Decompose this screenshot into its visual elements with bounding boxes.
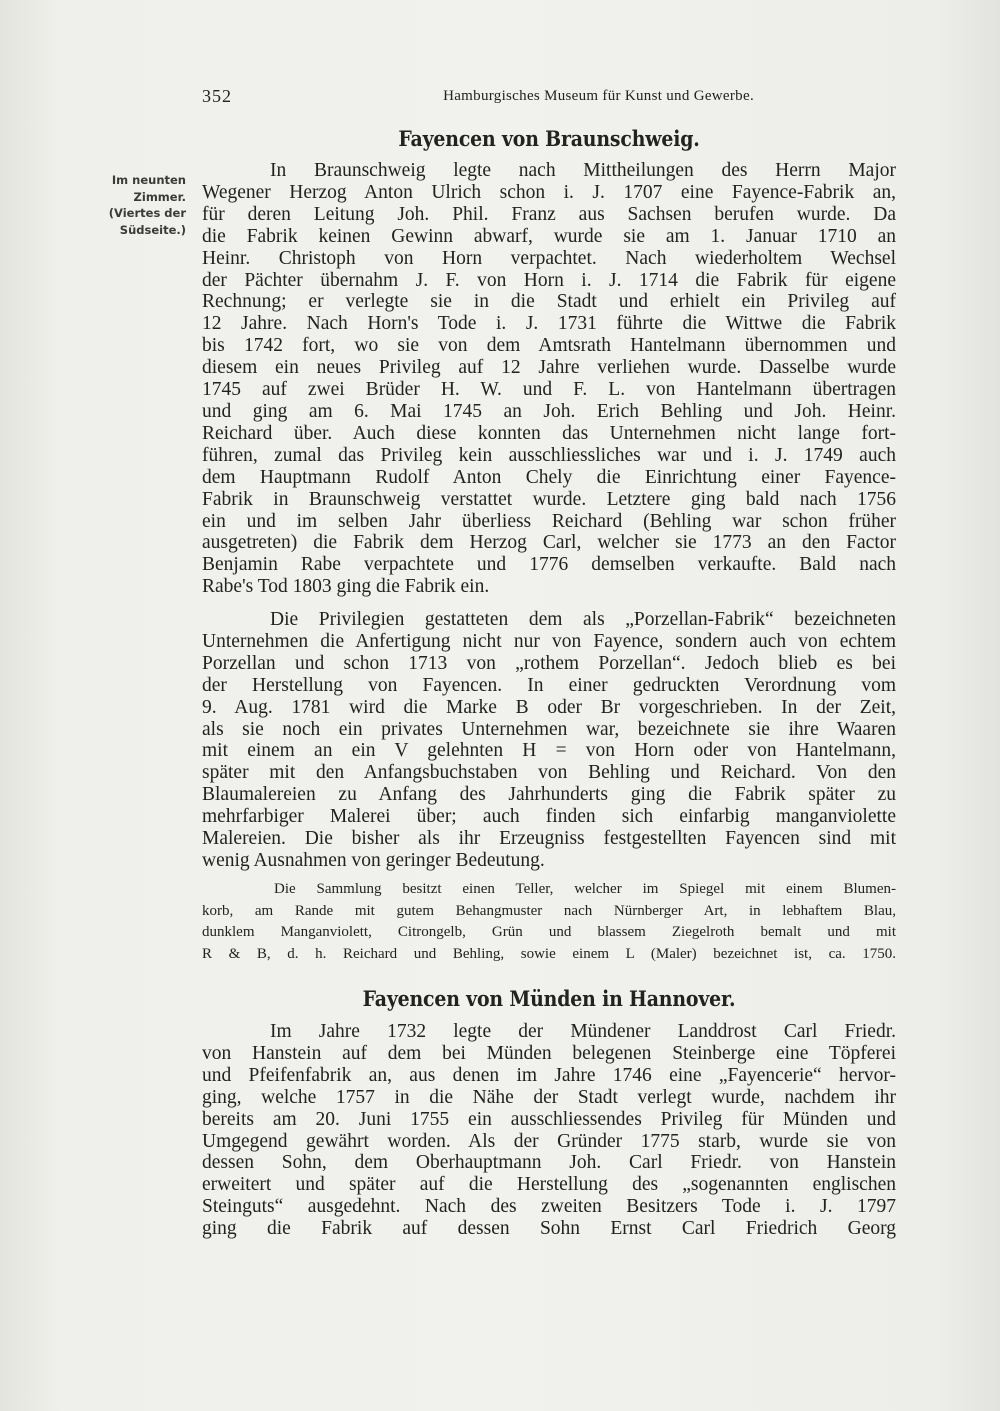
text-line: Unternehmen die Anfertigung nicht nur von Fayence, sondern auch von echtem [202, 630, 896, 652]
paragraph-muenden-history [202, 1021, 896, 1240]
text-line: Fabrik in Braunschweig verstattet wurde. Letztere ging bald nach 1756 [202, 488, 896, 510]
text-line: ein und im selben Jahr überliess Reichard (Behling war schon früher [202, 510, 896, 532]
text-line: später mit den Anfangsbuchstaben von Behling und Reichard. Von den [202, 762, 896, 784]
text-line: mehrfarbiger Malerei über; auch finden sich einfarbig manganviolette [202, 806, 896, 828]
text-line: Blaumalereien zu Anfang des Jahrhunderts ging die Fabrik später zu [202, 784, 896, 806]
text-line: von Hanstein auf dem bei Münden belegenen Steinberge eine Töpferei [202, 1042, 896, 1064]
text-line: wenig Ausnahmen von geringer Bedeutung. [202, 849, 545, 871]
text-line: Die Sammlung besitzt einen Teller, welcher im Spiegel mit einem Blumen- [274, 881, 896, 897]
text-line: R & B, d. h. Reichard und Behling, sowie einem L (Maler) bezeichnet ist, ca. 1750. [202, 945, 896, 962]
text-line: Reichard über. Auch diese konnten das Unternehmen nicht lange fort- [202, 422, 896, 444]
text-line: die Fabrik keinen Gewinn abwarf, wurde sie am 1. Januar 1710 an [202, 225, 896, 247]
margin-note-line: Zimmer. [133, 189, 186, 204]
text-line: In Braunschweig legte nach Mittheilungen des Herrn Major [270, 160, 896, 181]
text-line: und ging am 6. Mai 1745 an Joh. Erich Behling und Joh. Heinr. [202, 400, 896, 422]
text-line: Im Jahre 1732 legte der Mündener Landdrost Carl Friedr. [270, 1021, 896, 1042]
text-line: Malereien. Die bisher als ihr Erzeugniss festgestellten Fayencen sind mit [202, 828, 896, 850]
text-line: 1745 auf zwei Brüder H. W. und F. L. von Hantelmann übertragen [202, 379, 896, 401]
text-line: ging die Fabrik auf dessen Sohn Ernst Carl Friedrich Georg [202, 1218, 896, 1240]
text-line: Umgegend gewährt worden. Als der Gründer 1775 starb, wurde sie von [202, 1130, 896, 1152]
text-line: und Pfeifenfabrik an, aus denen im Jahre 1746 eine „Fayencerie“ hervor- [202, 1064, 896, 1086]
text-line: Wegener Herzog Anton Ulrich schon i. J. 1707 eine Fayence-Fabrik an, [202, 181, 896, 203]
paragraph-braunschweig-privileges [202, 609, 896, 872]
section-heading-muenden: Fayencen von Münden in Hannover. [362, 986, 736, 1011]
text-line: diesem ein neues Privileg auf 12 Jahre verliehen wurde. Dasselbe wurde [202, 357, 896, 379]
text-line: Heinr. Christoph von Horn verpachtet. Nach wiederholtem Wechsel [202, 247, 896, 269]
margin-note-line: Im neunten [111, 173, 186, 187]
text-line: der Pächter übernahm J. F. von Horn i. J. 1714 die Fabrik für eigene [202, 269, 896, 291]
text-line: bereits am 20. Juni 1755 ein ausschliessendes Privileg für Münden und [202, 1108, 896, 1130]
text-line: Rechnung; er verlegte sie in die Stadt und erhielt ein Privileg auf [202, 291, 896, 313]
margin-note-line: Südseite.) [119, 222, 186, 237]
text-line: 12 Jahre. Nach Horn's Tode i. J. 1731 führte die Wittwe die Fabrik [202, 313, 896, 335]
text-line: erweitert und später auf die Herstellung des „sogenannten englischen [202, 1174, 896, 1196]
text-line: bis 1742 fort, wo sie von dem Amtsrath Hantelmann übernommen und [202, 335, 896, 357]
text-line: Rabe's Tod 1803 ging die Fabrik ein. [202, 576, 490, 598]
text-line: Porzellan und schon 1713 von „rothem Porzellan“. Jedoch blieb es bei [202, 652, 896, 674]
text-line: Die Privilegien gestatteten dem als „Porzellan-Fabrik“ bezeichneten [270, 609, 896, 630]
text-line: dunklem Manganviolett, Citrongelb, Grün und blassem Ziegelroth bemalt und mit [202, 924, 896, 940]
page-number: 352 [202, 86, 232, 106]
section-heading-braunschweig: Fayencen von Braunschweig. [398, 126, 700, 151]
margin-note [90, 172, 186, 238]
text-line: korb, am Rande mit gutem Behangmuster nach Nürnberger Art, in lebhaftem Blau, [202, 902, 896, 919]
collection-note [202, 879, 896, 965]
paragraph-braunschweig-history [202, 160, 896, 598]
margin-note-line: (Viertes der [108, 206, 186, 220]
text-line: für deren Leitung Joh. Phil. Franz aus Sachsen berufen wurde. Da [202, 203, 896, 225]
text-line: Benjamin Rabe verpachtete und 1776 demselben verkaufte. Bald nach [202, 554, 896, 576]
text-line: dessen Sohn, dem Oberhauptmann Joh. Carl Friedr. von Hanstein [202, 1152, 896, 1174]
page-header [202, 86, 754, 110]
text-line: Steinguts“ ausgedehnt. Nach des zweiten Besitzers Tode i. J. 1797 [202, 1196, 896, 1218]
text-line: ging, welche 1757 in die Nähe der Stadt verlegt wurde, nachdem ihr [202, 1086, 896, 1108]
text-line: der Herstellung von Fayencen. In einer gedruckten Verordnung vom [202, 674, 896, 696]
text-line: 9. Aug. 1781 wird die Marke B oder Br vorgeschrieben. In der Zeit, [202, 696, 896, 718]
text-line: dem Hauptmann Rudolf Anton Chely die Einrichtung einer Fayence- [202, 466, 896, 488]
text-line: ausgetreten) die Fabrik dem Herzog Carl, welcher sie 1773 an den Factor [202, 532, 896, 554]
text-line: mit einem an ein V gelehnten H = von Horn oder von Hantelmann, [202, 740, 896, 762]
text-line: führen, zumal das Privileg kein ausschliessliches war und i. J. 1749 auch [202, 444, 896, 466]
running-title: Hamburgisches Museum für Kunst und Gewerbe. [443, 88, 754, 104]
text-line: als sie noch ein privates Unternehmen war, bezeichnete sie ihre Waaren [202, 718, 896, 740]
